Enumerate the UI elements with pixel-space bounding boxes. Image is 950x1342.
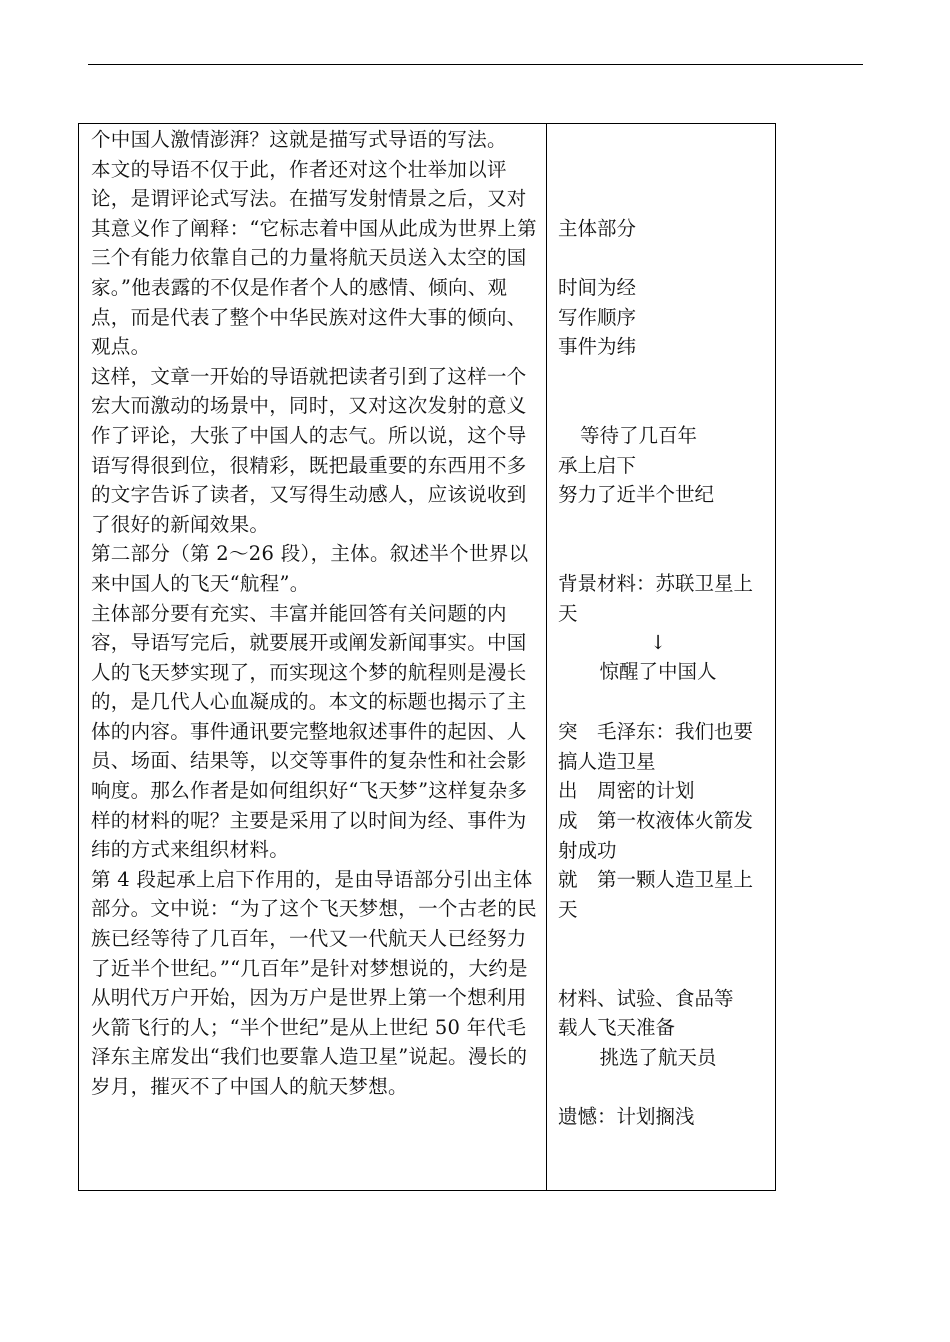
note-rocket-line: 成 第一枚液体火箭发射成功: [558, 809, 754, 862]
paragraph-transition: 第 4 段起承上启下作用的，是由导语部分引出主体部分。文中说：“为了这个飞天梦想，一个古老的民族已经等待了几百年，一代又一代航天人已经努力了近半个世纪。”“几百年”是针对梦想说的，大约是从明代万户开始，因为万户是世界上第一个想利用火箭飞行的人；“半个世纪”是从上世纪 50 年代毛泽东主席发出“我们也要靠人造卫星”说起。漫长的岁月，摧灭不了中国人的航天梦想。: [91, 867, 537, 1098]
note-awakened: 惊醒了中国人: [599, 660, 717, 683]
note-regret: 遗憾：计划搁浅: [558, 1105, 695, 1128]
note-waited-centuries: 等待了几百年: [580, 424, 698, 447]
content-table: [78, 123, 776, 1191]
note-astronauts: 挑选了航天员: [599, 1046, 717, 1069]
note-half-century: 努力了近半个世纪: [558, 483, 715, 506]
note-event-weft: 事件为纬: [558, 335, 637, 358]
paragraph-part-two: 第二部分（第 2～26 段），主体。叙述半个世界以来中国人的飞天“航程”。: [91, 542, 529, 595]
note-plan-line: 出 周密的计划: [558, 779, 695, 802]
analysis-text-column: [91, 125, 541, 1102]
note-satellite-line: 就 第一颗人造卫星上天: [558, 868, 754, 921]
note-transition: 承上启下: [558, 454, 637, 477]
note-manned-preparation: 载人飞天准备: [558, 1016, 676, 1039]
paragraph-descriptive-lead: 个中国人激情澎湃？这就是描写式导语的写法。: [91, 128, 507, 151]
note-main-body: 主体部分: [558, 217, 637, 240]
header-rule: [88, 64, 863, 65]
arrow-down-icon: ↓: [649, 631, 667, 654]
note-time-warp: 时间为经: [558, 276, 637, 299]
note-preparation-materials: 材料、试验、食品等: [558, 987, 734, 1010]
paragraph-commentary-lead: 本文的导语不仅于此，作者还对这个壮举加以评论，是谓评论式写法。在描写发射情景之后，又对其意义作了阐释：“它标志着中国从此成为世界上第三个有能力依靠自己的力量将航天员送入太空的国家。”他表露的不仅是作者个人的感情、倾向、观点，而是代表了整个中华民族对这件大事的倾向、观点。: [91, 157, 537, 359]
note-writing-order: 写作顺序: [558, 306, 637, 329]
note-background-material: 背景材料：苏联卫星上天: [558, 572, 754, 625]
column-divider: [546, 124, 547, 1190]
paragraph-main-body: 主体部分要有充实、丰富并能回答有关问题的内容，导语写完后，就要展开或阐发新闻事实。中国人的飞天梦实现了，而实现这个梦的航程则是漫长的，是几代人心血凝成的。本文的标题也揭示了主体的内容。事件通讯要完整地叙述事件的起因、人员、场面、结果等，以交等事件的复杂性和社会影响度。那么作者是如何组织好“飞天梦”这样复杂多样的材料的呢？主要是采用了以时间为经、事件为纬的方式来组织材料。: [91, 601, 528, 862]
paragraph-lead-effect: 这样，文章一开始的导语就把读者引到了这样一个宏大而激动的场景中，同时，又对这次发射的意义作了评论，大张了中国人的志气。所以说，这个导语写得很到位，很精彩，既把最重要的东西用不多的文字告诉了读者，又写得生动感人，应该说收到了很好的新闻效果。: [91, 364, 527, 536]
note-mao-line: 突 毛泽东：我们也要搞人造卫星: [558, 720, 754, 773]
